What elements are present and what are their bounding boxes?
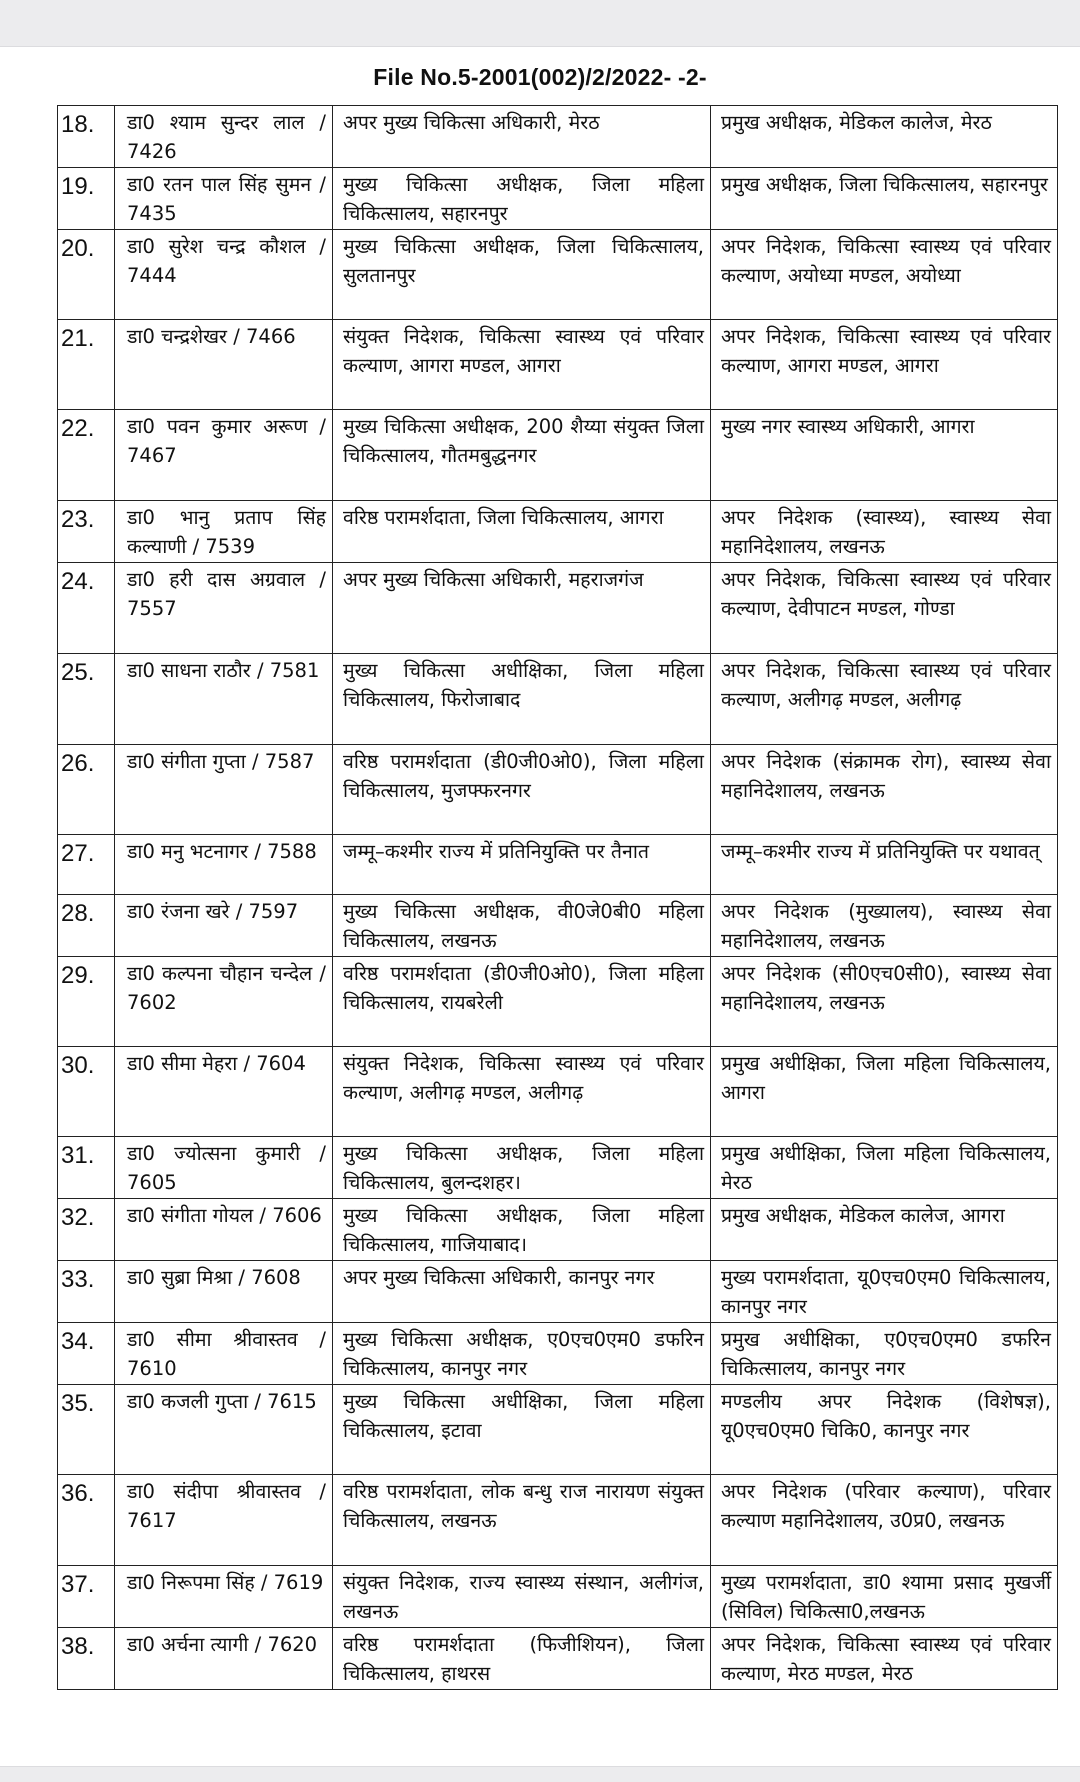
serial-number: 33. [58, 1261, 115, 1323]
new-posting: प्रमुख अधीक्षिका, ए0एच0एम0 डफरिन चिकित्सालय, कानपुर नगर [711, 1323, 1058, 1385]
new-posting: प्रमुख अधीक्षिका, जिला महिला चिकित्सालय, आगरा [711, 1047, 1058, 1137]
current-posting: वरिष्ठ परामर्शदाता, जिला चिकित्सालय, आगरा [333, 501, 711, 563]
table-row [58, 1261, 1058, 1323]
table-row [58, 1047, 1058, 1137]
new-posting: मुख्य नगर स्वास्थ्य अधिकारी, आगरा [711, 410, 1058, 501]
officer-name: डा0 अर्चना त्यागी / 7620 [115, 1628, 333, 1690]
current-posting: मुख्य चिकित्सा अधीक्षिका, जिला महिला चिकित्सालय, इटावा [333, 1385, 711, 1475]
officer-name: डा0 हरी दास अग्रवाल / 7557 [115, 563, 333, 654]
current-posting: अपर मुख्य चिकित्सा अधिकारी, कानपुर नगर [333, 1261, 711, 1323]
new-posting: अपर निदेशक, चिकित्सा स्वास्थ्य एवं परिवार कल्याण, आगरा मण्डल, आगरा [711, 320, 1058, 410]
serial-number: 19. [58, 168, 115, 230]
serial-number: 23. [58, 501, 115, 563]
new-posting: मण्डलीय अपर निदेशक (विशेषज्ञ), यू0एच0एम0 चिकि0, कानपुर नगर [711, 1385, 1058, 1475]
new-posting: अपर निदेशक (स्वास्थ्य), स्वास्थ्य सेवा महानिदेशालय, लखनऊ [711, 501, 1058, 563]
officer-name: डा0 चन्द्रशेखर / 7466 [115, 320, 333, 410]
viewer-top-bar [0, 0, 1080, 47]
officer-name: डा0 कजली गुप्ता / 7615 [115, 1385, 333, 1475]
officer-name: डा0 रंजना खरे / 7597 [115, 895, 333, 957]
officer-name: डा0 भानु प्रताप सिंह कल्याणी / 7539 [115, 501, 333, 563]
new-posting: मुख्य परामर्शदाता, यू0एच0एम0 चिकित्सालय, कानपुर नगर [711, 1261, 1058, 1323]
viewer-bottom-bar [0, 1766, 1080, 1782]
current-posting: मुख्य चिकित्सा अधीक्षिका, जिला महिला चिकित्सालय, फिरोजाबाद [333, 654, 711, 745]
officer-name: डा0 संदीपा श्रीवास्तव / 7617 [115, 1475, 333, 1566]
serial-number: 34. [58, 1323, 115, 1385]
officer-name: डा0 पवन कुमार अरूण / 7467 [115, 410, 333, 501]
officer-name: डा0 सीमा श्रीवास्तव / 7610 [115, 1323, 333, 1385]
table-row [58, 957, 1058, 1047]
new-posting: प्रमुख अधीक्षक, मेडिकल कालेज, मेरठ [711, 106, 1058, 168]
new-posting: जम्मू–कश्मीर राज्य में प्रतिनियुक्ति पर यथावत् [711, 835, 1058, 895]
serial-number: 31. [58, 1137, 115, 1199]
new-posting: अपर निदेशक, चिकित्सा स्वास्थ्य एवं परिवार कल्याण, मेरठ मण्डल, मेरठ [711, 1628, 1058, 1690]
current-posting: जम्मू–कश्मीर राज्य में प्रतिनियुक्ति पर तैनात [333, 835, 711, 895]
officer-name: डा0 सुब्रा मिश्रा / 7608 [115, 1261, 333, 1323]
new-posting: अपर निदेशक, चिकित्सा स्वास्थ्य एवं परिवार कल्याण, अयोध्या मण्डल, अयोध्या [711, 230, 1058, 320]
current-posting: अपर मुख्य चिकित्सा अधिकारी, मेरठ [333, 106, 711, 168]
officer-name: डा0 रतन पाल सिंह सुमन / 7435 [115, 168, 333, 230]
current-posting: मुख्य चिकित्सा अधीक्षक, जिला महिला चिकित्सालय, गाजियाबाद। [333, 1199, 711, 1261]
table-row [58, 1566, 1058, 1628]
serial-number: 27. [58, 835, 115, 895]
officer-name: डा0 संगीता गोयल / 7606 [115, 1199, 333, 1261]
current-posting: मुख्य चिकित्सा अधीक्षक, जिला चिकित्सालय, सुलतानपुर [333, 230, 711, 320]
table-row [58, 1323, 1058, 1385]
current-posting: संयुक्त निदेशक, चिकित्सा स्वास्थ्य एवं परिवार कल्याण, आगरा मण्डल, आगरा [333, 320, 711, 410]
serial-number: 24. [58, 563, 115, 654]
table-row [58, 1199, 1058, 1261]
officer-name: डा0 सुरेश चन्द्र कौशल / 7444 [115, 230, 333, 320]
serial-number: 26. [58, 745, 115, 835]
new-posting: अपर निदेशक, चिकित्सा स्वास्थ्य एवं परिवार कल्याण, देवीपाटन मण्डल, गोण्डा [711, 563, 1058, 654]
officer-name: डा0 कल्पना चौहान चन्देल / 7602 [115, 957, 333, 1047]
serial-number: 25. [58, 654, 115, 745]
current-posting: वरिष्ठ परामर्शदाता (डी0जी0ओ0), जिला महिला चिकित्सालय, रायबरेली [333, 957, 711, 1047]
officer-name: डा0 साधना राठौर / 7581 [115, 654, 333, 745]
serial-number: 28. [58, 895, 115, 957]
serial-number: 18. [58, 106, 115, 168]
serial-number: 36. [58, 1475, 115, 1566]
officer-name: डा0 श्याम सुन्दर लाल / 7426 [115, 106, 333, 168]
officer-name: डा0 मनु भटनागर / 7588 [115, 835, 333, 895]
current-posting: अपर मुख्य चिकित्सा अधिकारी, महराजगंज [333, 563, 711, 654]
table-row [58, 1137, 1058, 1199]
current-posting: मुख्य चिकित्सा अधीक्षक, जिला महिला चिकित्सालय, सहारनपुर [333, 168, 711, 230]
new-posting: मुख्य परामर्शदाता, डा0 श्यामा प्रसाद मुखर्जी (सिविल) चिकित्सा0,लखनऊ [711, 1566, 1058, 1628]
current-posting: मुख्य चिकित्सा अधीक्षक, जिला महिला चिकित्सालय, बुलन्दशहर। [333, 1137, 711, 1199]
table-row [58, 501, 1058, 563]
table-row [58, 1475, 1058, 1566]
new-posting: अपर निदेशक (संक्रामक रोग), स्वास्थ्य सेवा महानिदेशालय, लखनऊ [711, 745, 1058, 835]
serial-number: 29. [58, 957, 115, 1047]
table-row [58, 230, 1058, 320]
current-posting: संयुक्त निदेशक, राज्य स्वास्थ्य संस्थान, अलीगंज, लखनऊ [333, 1566, 711, 1628]
new-posting: प्रमुख अधीक्षक, जिला चिकित्सालय, सहारनपुर [711, 168, 1058, 230]
current-posting: संयुक्त निदेशक, चिकित्सा स्वास्थ्य एवं परिवार कल्याण, अलीगढ़ मण्डल, अलीगढ़ [333, 1047, 711, 1137]
table-row [58, 563, 1058, 654]
current-posting: मुख्य चिकित्सा अधीक्षक, ए0एच0एम0 डफरिन चिकित्सालय, कानपुर नगर [333, 1323, 711, 1385]
officer-name: डा0 ज्योत्सना कुमारी / 7605 [115, 1137, 333, 1199]
new-posting: प्रमुख अधीक्षक, मेडिकल कालेज, आगरा [711, 1199, 1058, 1261]
file-number-title: File No.5-2001(002)/2/2022- -2- [373, 64, 707, 90]
new-posting: प्रमुख अधीक्षिका, जिला महिला चिकित्सालय, मेरठ [711, 1137, 1058, 1199]
table-row [58, 835, 1058, 895]
current-posting: मुख्य चिकित्सा अधीक्षक, वी0जे0बी0 महिला चिकित्सालय, लखनऊ [333, 895, 711, 957]
current-posting: वरिष्ठ परामर्शदाता, लोक बन्धु राज नारायण संयुक्त चिकित्सालय, लखनऊ [333, 1475, 711, 1566]
serial-number: 35. [58, 1385, 115, 1475]
serial-number: 20. [58, 230, 115, 320]
serial-number: 32. [58, 1199, 115, 1261]
officer-name: डा0 निरूपमा सिंह / 7619 [115, 1566, 333, 1628]
table-row [58, 654, 1058, 745]
current-posting: मुख्य चिकित्सा अधीक्षक, 200 शैय्या संयुक्त जिला चिकित्सालय, गौतमबुद्धनगर [333, 410, 711, 501]
current-posting: वरिष्ठ परामर्शदाता (डी0जी0ओ0), जिला महिला चिकित्सालय, मुजफ्फरनगर [333, 745, 711, 835]
new-posting: अपर निदेशक (परिवार कल्याण), परिवार कल्याण महानिदेशालय, उ0प्र0, लखनऊ [711, 1475, 1058, 1566]
current-posting: वरिष्ठ परामर्शदाता (फिजीशियन), जिला चिकित्सालय, हाथरस [333, 1628, 711, 1690]
new-posting: अपर निदेशक (मुख्यालय), स्वास्थ्य सेवा महानिदेशालय, लखनऊ [711, 895, 1058, 957]
table-row [58, 106, 1058, 168]
table-row [58, 320, 1058, 410]
table-row [58, 1385, 1058, 1475]
officer-name: डा0 सीमा मेहरा / 7604 [115, 1047, 333, 1137]
new-posting: अपर निदेशक (सी0एच0सी0), स्वास्थ्य सेवा महानिदेशालय, लखनऊ [711, 957, 1058, 1047]
serial-number: 22. [58, 410, 115, 501]
transfer-table [57, 105, 1058, 1690]
table-row [58, 1628, 1058, 1690]
new-posting: अपर निदेशक, चिकित्सा स्वास्थ्य एवं परिवार कल्याण, अलीगढ़ मण्डल, अलीगढ़ [711, 654, 1058, 745]
serial-number: 38. [58, 1628, 115, 1690]
serial-number: 37. [58, 1566, 115, 1628]
serial-number: 30. [58, 1047, 115, 1137]
table-row [58, 895, 1058, 957]
table-row [58, 168, 1058, 230]
table-row [58, 410, 1058, 501]
table-row [58, 745, 1058, 835]
serial-number: 21. [58, 320, 115, 410]
officer-name: डा0 संगीता गुप्ता / 7587 [115, 745, 333, 835]
